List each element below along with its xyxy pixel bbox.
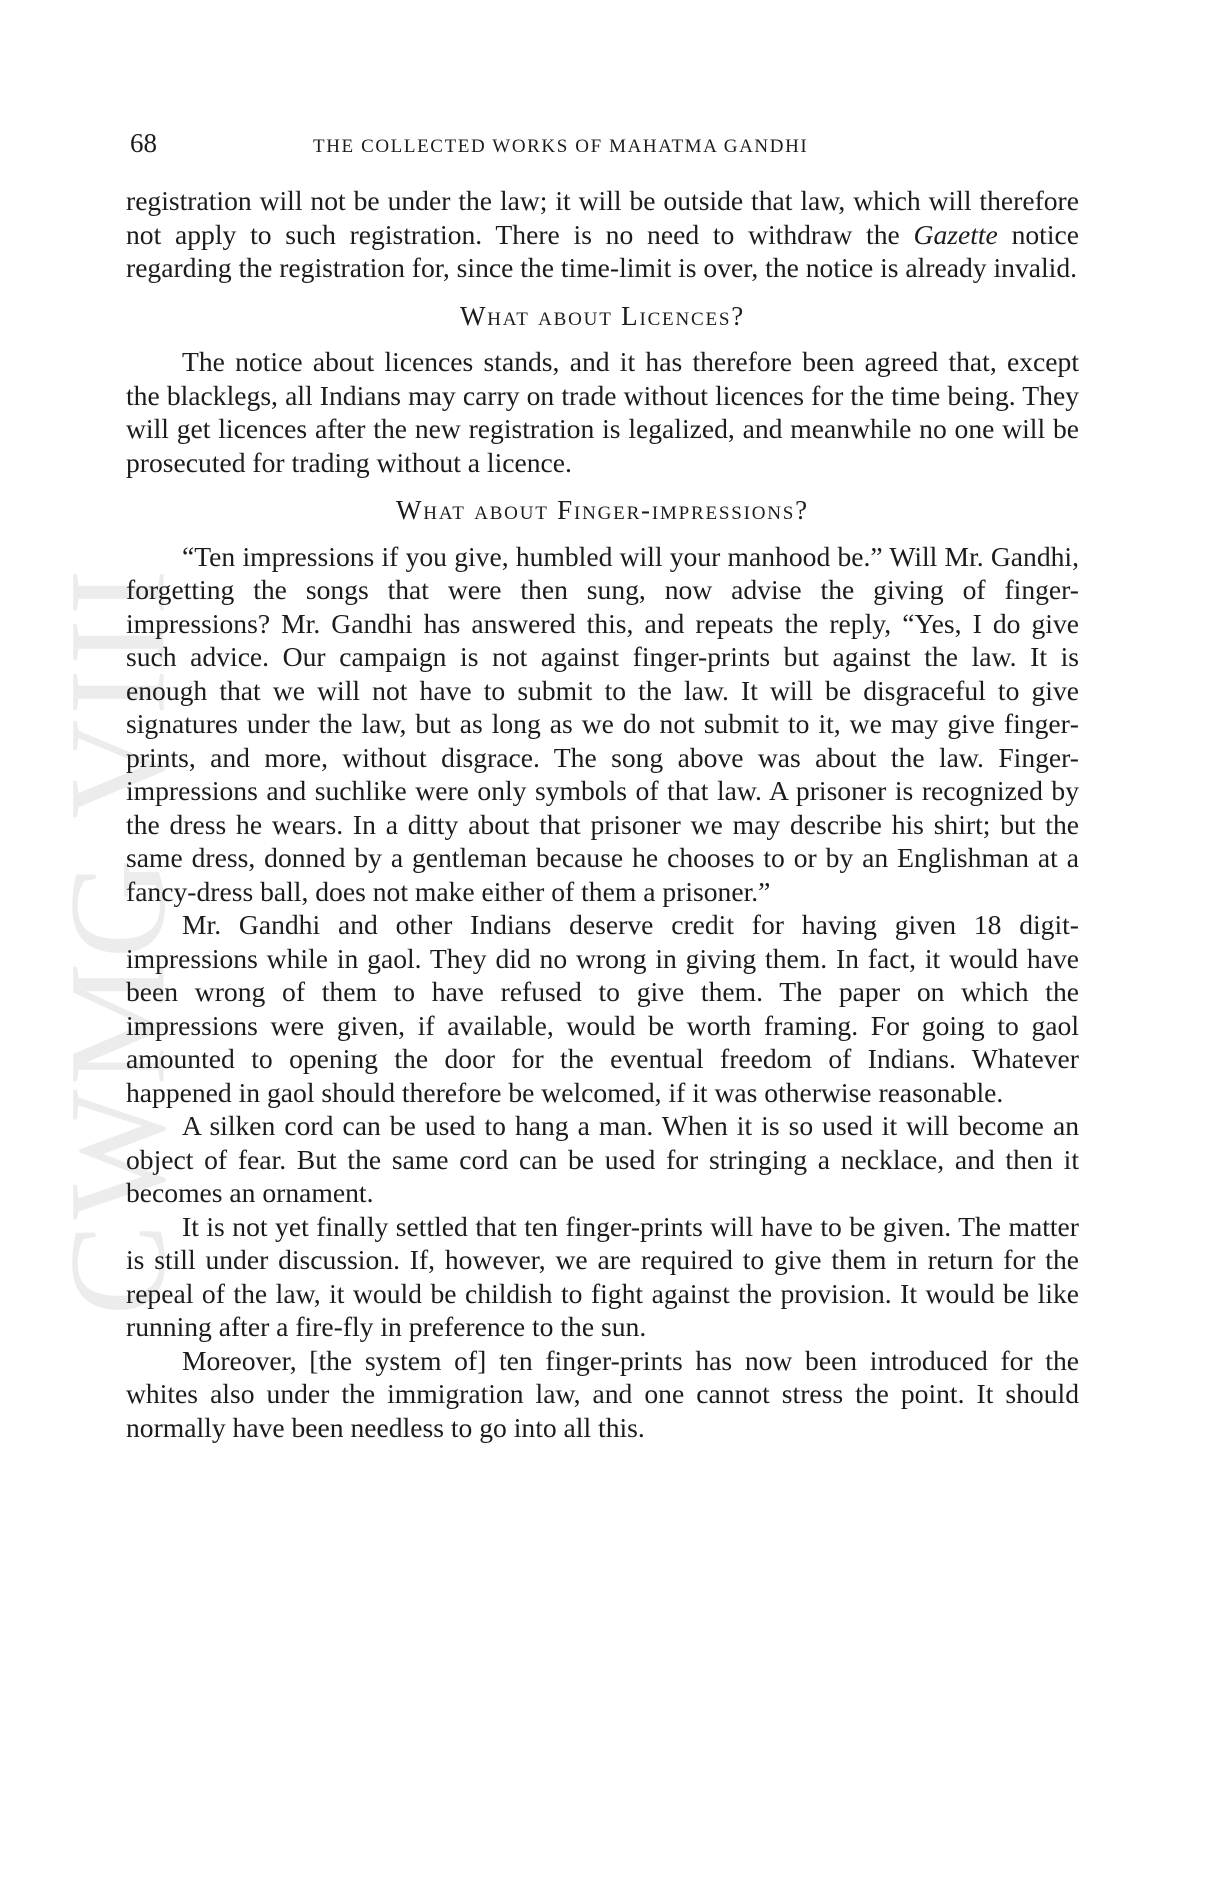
paragraph-not-settled: It is not yet finally settled that ten finger-prints will have to be given. The matter is still under discussion. If, however, we are required to give them in return for the repeal of the law, it would be childish to fight against the provision. It would be like running after a fire-fly in preference to the sun. xyxy=(126,1210,1079,1342)
section-heading-finger-impressions: What about Finger-impressions? xyxy=(396,495,809,525)
page-body xyxy=(126,184,1079,1444)
running-head: THE COLLECTED WORKS OF MAHATMA GANDHI xyxy=(313,136,809,157)
gazette-italic: Gazette xyxy=(913,218,998,250)
paragraph-registration-text-a: registration will not be under the law; it will be outside that law, which will therefore not apply to such registration. There is no need to withdraw the xyxy=(126,185,1079,250)
paragraph-registration xyxy=(126,184,1079,285)
paragraph-registration-text-b: notice regarding the registration for, since the time-limit is over, the notice is already invalid. xyxy=(126,218,1079,283)
paragraph-ten-impressions: “Ten impressions if you give, humbled will your manhood be.” Will Mr. Gandhi, forgetting the songs that were then sung, now advise the giving of finger-impressions? Mr. Gandhi has answered this, and repeats the reply, “Yes, I do give such advice. Our campaign is not against finger-prints but against the law. It is enough that we will not have to submit to the law. It will be disgraceful to give signatures under the law, but as long as we do not submit to it, we may give fingerprints, and more, without disgrace. The song above was about the law. Finger-impressions and suchlike were only symbols of that law. A prisoner is recognized by the dress he wears. In a ditty about that prisoner we may describe his shirt; but the same dress, donned by a gentleman because he chooses to or by an Englishman at a fancy-dress ball, does not make either of them a prisoner.” xyxy=(126,540,1079,907)
paragraph-silken-cord: A silken cord can be used to hang a man. When it is so used it will become an object of fear. But the same cord can be used for stringing a necklace, and then it becomes an ornament. xyxy=(126,1110,1079,1208)
page-header xyxy=(130,128,1079,168)
paragraph-credit: Mr. Gandhi and other Indians deserve credit for having given 18 digit-impressions while in gaol. They did no wrong in giving them. In fact, it would have been wrong of them to have refused to give them. The paper on which the impressions were given, if available, would be worth framing. For going to gaol amounted to opening the door for the eventual freedom of Indians. Whatever happened in gaol should therefore be welcomed, if it was otherwise reasonable. xyxy=(126,909,1079,1108)
paragraph-licences: The notice about licences stands, and it has therefore been agreed that, except the blacklegs, all Indians may carry on trade without licences for the time being. They will get licences after the new registration is legalized, and meanwhile no one will be prosecuted for trading without a licence. xyxy=(126,346,1079,478)
watermark-text: CWMG VIII xyxy=(40,564,194,1316)
paragraph-moreover: Moreover, [the system of] ten finger-prints has now been introduced for the whites also under the immigration law, and one cannot stress the point. It should normally have been needless to go into all this. xyxy=(126,1344,1079,1443)
section-heading-licences: What about Licences? xyxy=(459,300,746,331)
page-number: 68 xyxy=(130,128,157,158)
